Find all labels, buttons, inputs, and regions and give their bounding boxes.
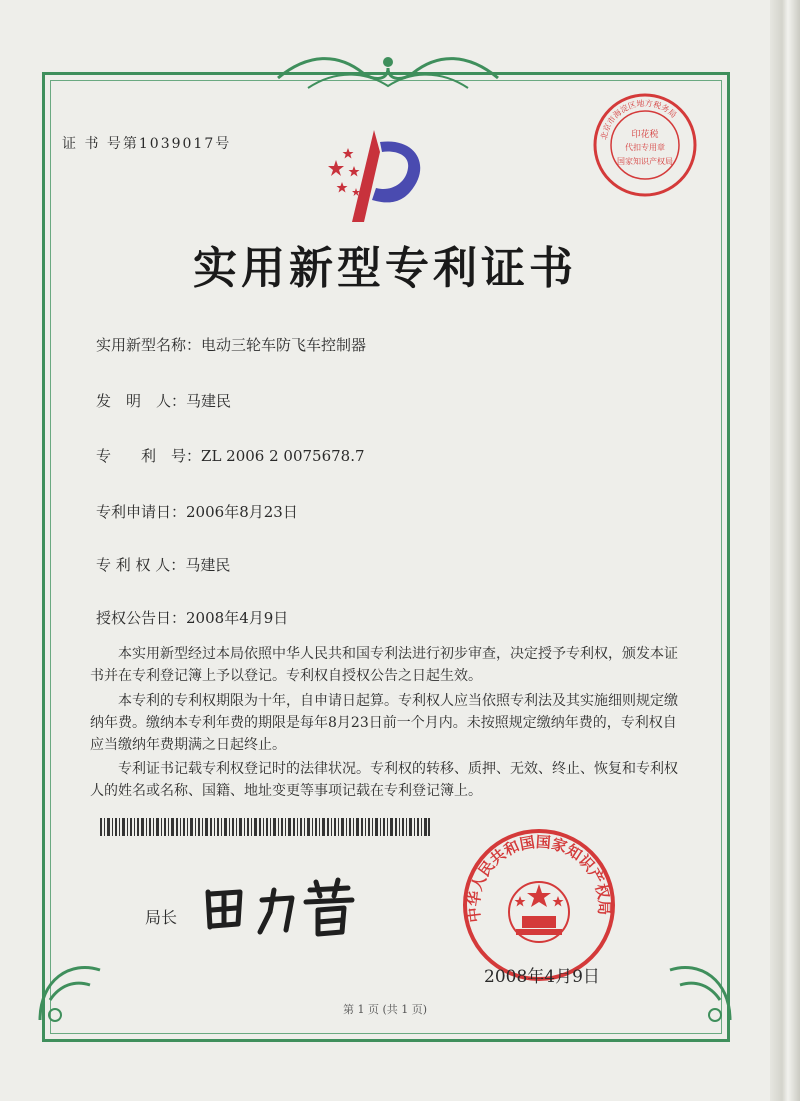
field-value: 2008年4月9日: [186, 609, 289, 627]
field-label: 发 明 人：: [96, 392, 187, 410]
svg-text:代扣专用章: 代扣专用章: [625, 143, 665, 152]
paragraph-grant: 本实用新型经过本局依照中华人民共和国专利法进行初步审查，决定授予专利权，颁发本证书并在专利登记簿上予以登记。专利权自授权公告之日起生效。: [90, 646, 678, 684]
official-seal: [460, 826, 618, 984]
barcode: [100, 818, 430, 836]
field-value: 电动三轮车防飞车控制器: [201, 336, 367, 354]
field-inventor: [96, 390, 231, 411]
field-label: 授权公告日：: [96, 609, 187, 627]
signature-label: 局长: [145, 908, 178, 927]
patent-office-logo-icon: [322, 122, 442, 232]
paragraph-legal-status: 专利证书记载专利权登记时的法律状况。专利权的转移、质押、无效、终止、恢复和专利权人的姓名或名称、国籍、地址变更等事项记载在专利登记簿上。: [90, 761, 678, 799]
field-value: 马建民: [185, 556, 231, 574]
field-label: 专 利 权 人：: [96, 556, 186, 574]
field-grant-date: [96, 607, 288, 628]
field-patentee: [96, 554, 230, 575]
tax-stamp: [590, 90, 700, 200]
svg-text:北京市海淀区地方税务局: 北京市海淀区地方税务局: [599, 98, 679, 141]
field-value: 2006年8月23日: [186, 503, 298, 521]
issue-date: 2008年4月9日: [484, 967, 600, 987]
paragraph-term: 本专利的专利权期限为十年，自申请日起算。专利权人应当依照专利法及其实施细则规定缴纳年费。缴纳本专利年费的期限是每年8月23日前一个月内。未按照规定缴纳年费的，专利权自应当缴纳年费期满之日起终止。: [90, 693, 678, 753]
field-label: 专利申请日：: [96, 503, 187, 521]
field-value: 马建民: [186, 392, 232, 410]
certificate-title: 实用新型专利证书: [193, 243, 577, 294]
svg-text:国家知识产权局: 国家知识产权局: [617, 157, 673, 166]
field-application-date: [96, 501, 298, 522]
field-patent-number: [96, 445, 365, 466]
page-number: 第 1 页 (共 1 页): [342, 1003, 428, 1016]
svg-text:中华人民共和国国家知识产权局: 中华人民共和国国家知识产权局: [464, 832, 614, 924]
field-utility-model-name: [96, 334, 366, 355]
certificate-number: 证 书 号第1039017号: [62, 136, 232, 152]
director-signature: [200, 872, 360, 942]
svg-text:印花税: 印花税: [631, 130, 659, 140]
field-label: 实用新型名称：: [96, 336, 202, 354]
page-edge: [770, 0, 800, 1101]
top-ornament: [268, 48, 508, 98]
field-value: ZL 2006 2 0075678.7: [201, 447, 365, 465]
field-label: 专 利 号：: [96, 447, 202, 465]
